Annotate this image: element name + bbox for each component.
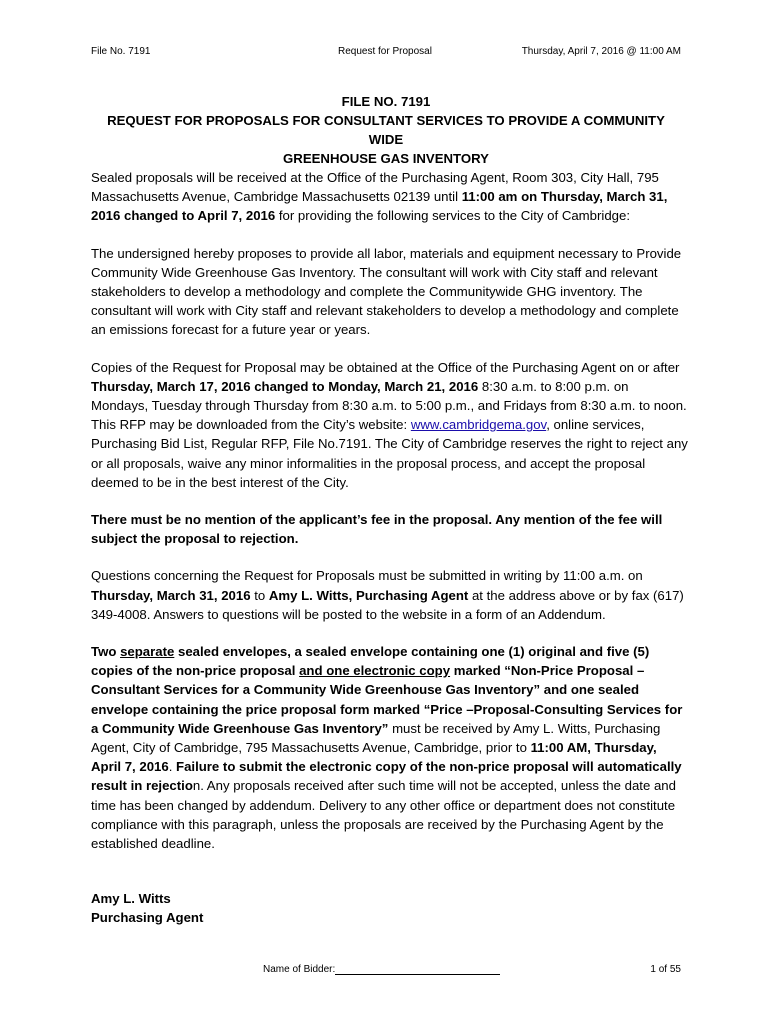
bidder-name-field: Name of Bidder: — [263, 964, 500, 975]
paragraph-envelopes: Two separate sealed envelopes, a sealed envelope containing one (1) original and five (5) copies of the non-price proposal and one electronic copy marked “Non-Price Proposal – Consultant Services for a Community Wide Greenhouse Gas Inventory” and one sealed envelope containing the price proposal form marked “Price –Proposal-Consulting Services for a Community Wide Greenhouse Gas Inventory” must be received by Amy L. Witts, Purchasing Agent, City of Cambridge, 795 Massachusetts Avenue, Cambridge, prior to 11:00 AM, Thursday, April 7, 2016. Failure to submit the electronic copy of the non-price proposal will automatically result in rejection. Any proposals received after such time will not be accepted, unless the date and time has been changed by addendum. Delivery to any other office or department does not constitute compliance with this paragraph, unless the proposals are received by the Purchasing Agent by the established deadline. — [91, 644, 683, 852]
signature-block — [91, 889, 203, 927]
paragraph-scope: The undersigned hereby proposes to provide all labor, materials and equipment necessary to Provide Community Wide Greenhouse Gas Inventory. The consultant will work with City staff and relevant stakeholders to develop a methodology and complete the Communitywide GHG inventory. The consultant will work with City staff and relevant stakeholders to develop a methodology and complete an emissions forecast for a future year or years. — [91, 245, 682, 338]
signature-title: Purchasing Agent — [91, 910, 204, 926]
header-doc-type: Request for Proposal — [338, 46, 432, 57]
title-file-no: FILE NO. 7191 — [341, 94, 431, 109]
paragraph-sealed-proposals: Sealed proposals will be received at the Office of the Purchasing Agent, Room 303, City Hall, 795 Massachusetts Avenue, Cambridge Massachusetts 02139 until 11:00 am on Thursday, March 31, 2016 changed to April 7, 2016 for providing the following services to the City of Cambridge: — [91, 170, 668, 224]
title-line-3: GREENHOUSE GAS INVENTORY — [283, 151, 489, 166]
page-number: 1 of 55 — [650, 964, 681, 975]
signature-name: Amy L. Witts — [91, 891, 171, 906]
header-file-no: File No. 7191 — [91, 46, 151, 57]
header-date: Thursday, April 7, 2016 @ 11:00 AM — [521, 46, 681, 57]
paragraph-copies: Copies of the Request for Proposal may be obtained at the Office of the Purchasing Agent on or after Thursday, March 17, 2016 changed to Monday, March 21, 2016 8:30 a.m. to 8:00 p.m. on Mondays, Tuesday through Thursday from 8:30 a.m. to 5:00 p.m., and Fridays from 8:30 a.m. to noon. This RFP may be downloaded from the City’s website: www.cambridgema.gov, online services, Purchasing Bid List, Regular RFP, File No.7191. The City of Cambridge reserves the right to reject any or all proposals, waive any minor informalities in the proposal process, and accept the proposal deemed to be in the best interest of the City. — [91, 359, 688, 490]
bidder-name-line[interactable] — [335, 964, 500, 975]
paragraph-fee-warning: There must be no mention of the applicant’s fee in the proposal. Any mention of the fee will subject the proposal to rejection. — [91, 512, 663, 547]
paragraph-questions: Questions concerning the Request for Proposals must be submitted in writing by 11:00 a.m. on Thursday, March 31, 2016 to Amy L. Witts, Purchasing Agent at the address above or by fax (617) 349-4008. Answers to questions will be posted to the website in a form of an Addendum. — [91, 568, 684, 622]
document-title — [91, 92, 681, 168]
title-line-2: REQUEST FOR PROPOSALS FOR CONSULTANT SERVICES TO PROVIDE A COMMUNITY WIDE — [107, 113, 665, 147]
document-body — [91, 168, 689, 853]
website-link[interactable]: www.cambridgema.gov — [410, 417, 547, 433]
